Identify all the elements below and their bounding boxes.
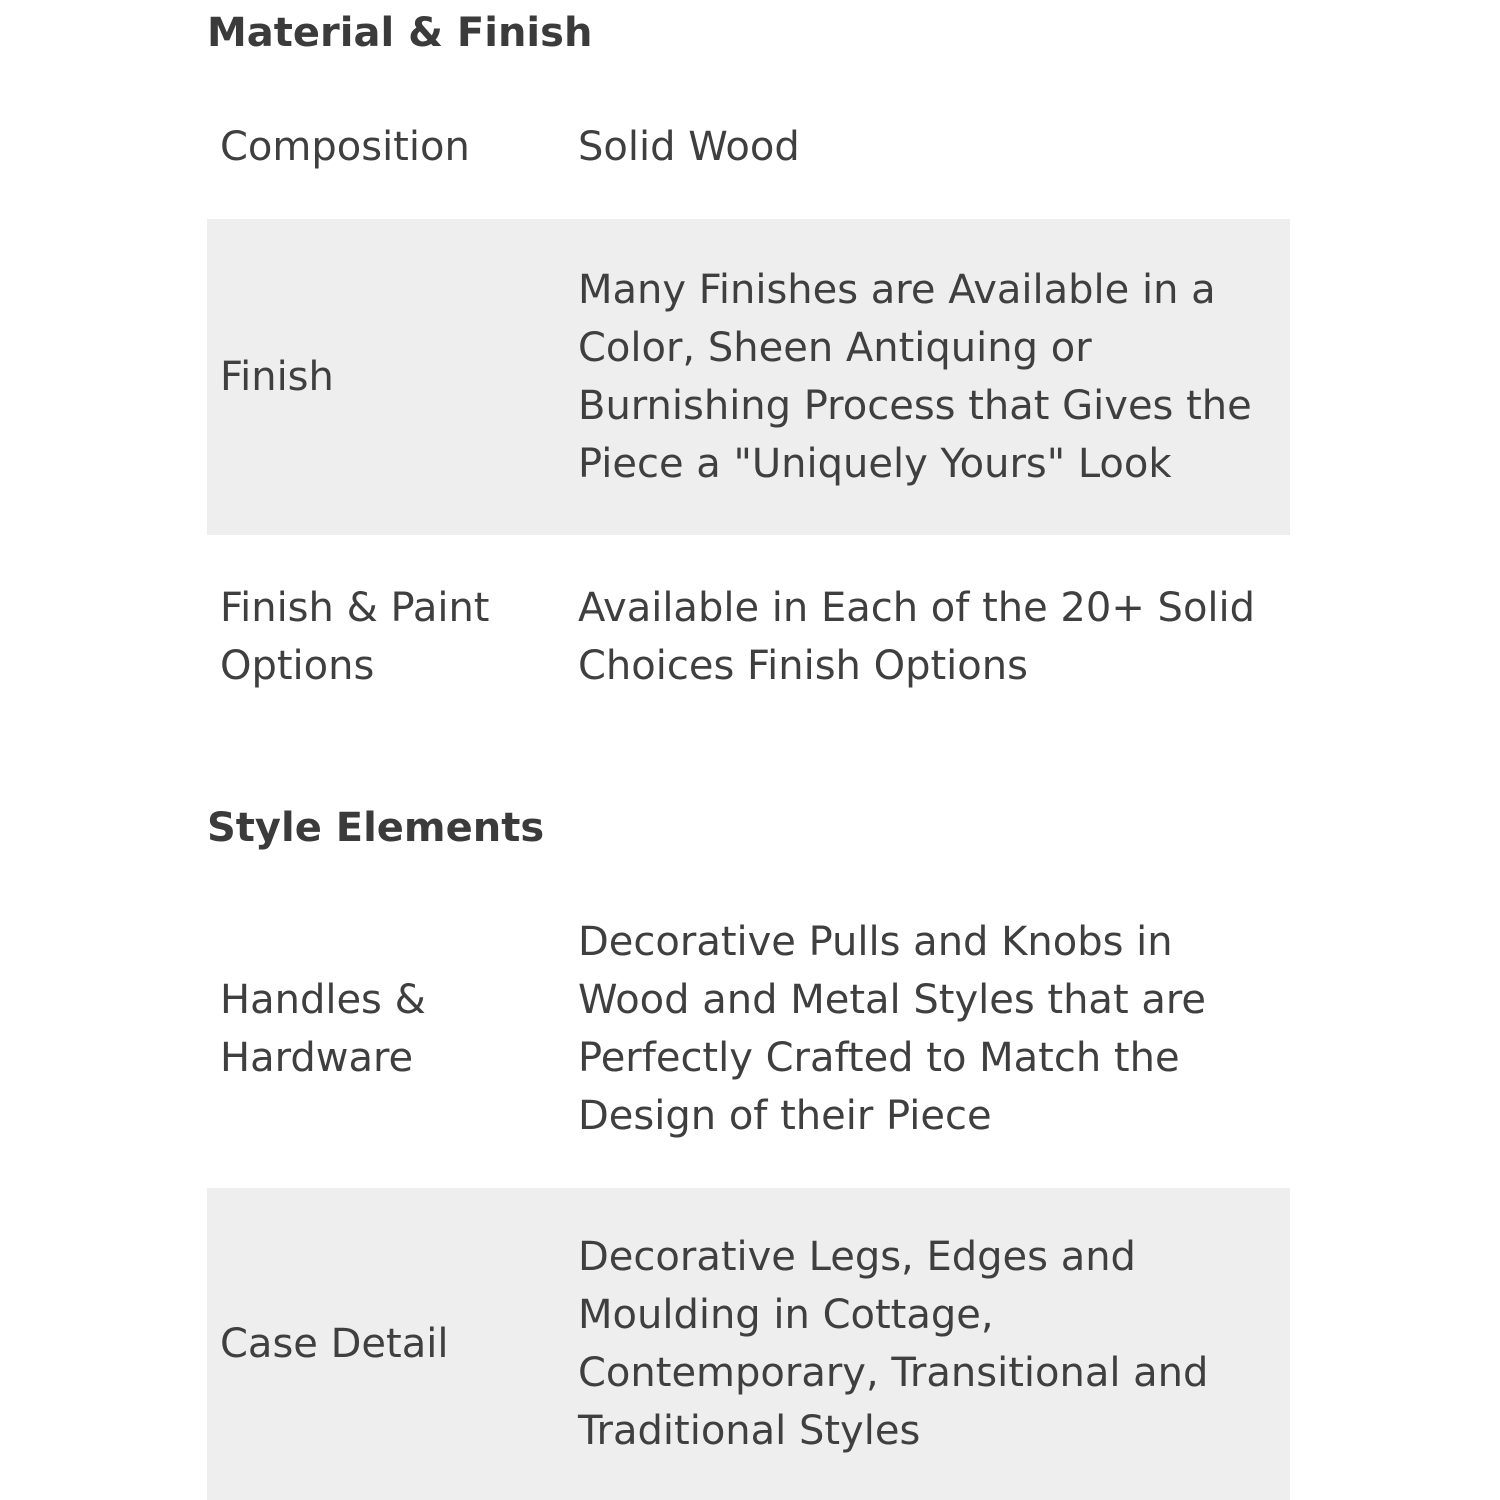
spec-value: Available in Each of the 20+ Solid Choices Finish Options <box>578 585 1256 689</box>
spec-label: Handles & Hardware <box>220 977 426 1081</box>
spec-label: Finish <box>220 354 334 400</box>
spec-row-finish <box>207 219 1290 535</box>
spec-label: Composition <box>220 124 470 170</box>
section-title-style-elements: Style Elements <box>207 805 545 851</box>
section-title-material-finish: Material & Finish <box>207 10 593 56</box>
spec-value: Solid Wood <box>578 124 800 170</box>
spec-row-handles-hardware <box>207 884 1290 1174</box>
spec-value: Decorative Pulls and Knobs in Wood and Metal Styles that are Perfectly Crafted to Match the Design of their Piece <box>578 919 1207 1139</box>
spec-row-finish-paint-options <box>207 552 1290 722</box>
spec-label: Case Detail <box>220 1321 449 1367</box>
spec-value: Many Finishes are Available in a Color, Sheen Antiquing or Burnishing Process that Gives the Piece a "Uniquely Yours" Look <box>578 267 1252 487</box>
spec-label: Finish & Paint Options <box>220 585 490 689</box>
spec-value: Decorative Legs, Edges and Moulding in Cottage, Contemporary, Transitional and Traditional Styles <box>578 1234 1209 1454</box>
spec-row-composition <box>207 90 1290 204</box>
spec-row-case-detail <box>207 1188 1290 1500</box>
